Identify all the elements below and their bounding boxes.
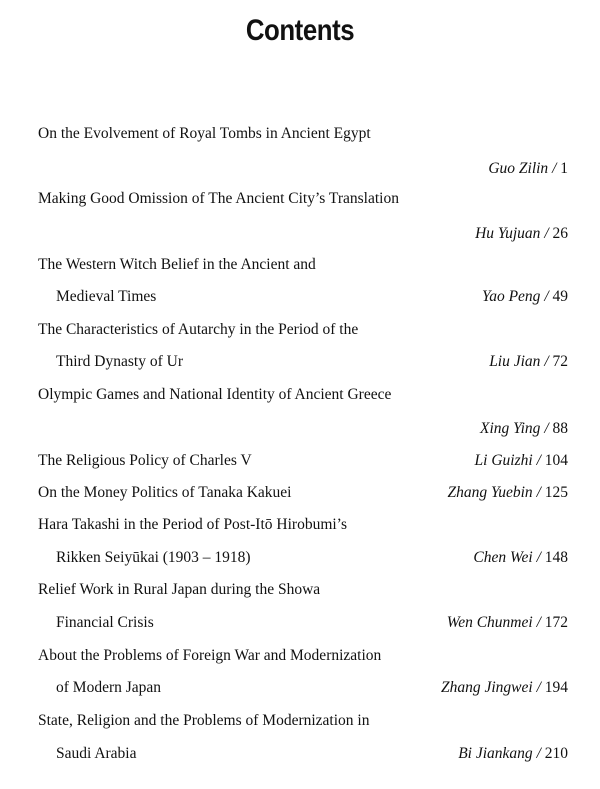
toc-entry-page-number: 49 — [552, 288, 568, 305]
toc-entry-credit: Guo Zilin / 1 — [488, 160, 568, 177]
toc-entry-title: About the Problems of Foreign War and Modernization — [38, 647, 382, 664]
toc-entry-author: Li Guizhi — [474, 452, 533, 469]
toc-entry-title-line — [38, 188, 568, 210]
toc-entry-title: State, Religion and the Problems of Modernization in — [38, 712, 370, 729]
toc-entry-title-line — [38, 677, 568, 699]
toc-entry-author: Hu Yujuan — [475, 225, 541, 242]
toc-entry-page-number: 88 — [552, 420, 568, 437]
toc-entry-title: The Characteristics of Autarchy in the Period of the — [38, 321, 359, 338]
toc-entry-page-number: 210 — [544, 745, 568, 762]
toc-entry-credit: Wen Chunmei / 172 — [446, 614, 568, 631]
toc-entry-title-line — [38, 645, 568, 667]
toc-entry-title-continued: Rikken Seiyūkai (1903 – 1918) — [56, 549, 251, 566]
toc-entry-credit: Yao Peng / 49 — [482, 288, 568, 305]
toc-entry-title-line — [38, 286, 568, 308]
page-title: Contents — [245, 14, 355, 47]
toc-entry-title-line — [38, 319, 568, 341]
toc-entry-title-line — [38, 579, 568, 601]
toc-entry-page-number: 172 — [544, 614, 568, 631]
toc-entry-author: Guo Zilin — [488, 160, 549, 177]
toc-entry-credit-line — [38, 223, 568, 245]
toc-entry-credit: Xing Ying / 88 — [480, 420, 568, 437]
toc-entry-title-line — [38, 254, 568, 276]
toc-entry-title-line — [38, 743, 568, 765]
toc-entry-page-number: 1 — [560, 160, 568, 177]
toc-entry-page-number: 194 — [544, 679, 568, 696]
toc-entry-author: Bi Jiankang — [458, 745, 533, 762]
toc-entry-title-line — [38, 351, 568, 373]
toc-entry-title-line — [38, 384, 568, 406]
toc-entry-author: Zhang Yuebin — [447, 484, 533, 501]
toc-entry-title-line — [38, 547, 568, 569]
toc-entry-title-continued: Saudi Arabia — [56, 745, 137, 762]
toc-entry-title: The Religious Policy of Charles V — [38, 452, 252, 469]
toc-entry-page-number: 148 — [544, 549, 568, 566]
toc-entry-title: The Western Witch Belief in the Ancient and — [38, 256, 316, 273]
toc-entry-title: On the Money Politics of Tanaka Kakuei — [38, 484, 292, 501]
toc-entry-title-continued: Financial Crisis — [56, 614, 154, 631]
toc-entry-author: Xing Ying — [480, 420, 541, 437]
toc-entry-author: Liu Jian — [489, 353, 541, 370]
toc-entry-title: On the Evolvement of Royal Tombs in Ancient Egypt — [38, 125, 371, 142]
toc-entry-credit: Hu Yujuan / 26 — [475, 225, 568, 242]
toc-entry-title-line — [38, 450, 568, 472]
toc-entry-credit: Li Guizhi / 104 — [474, 452, 568, 469]
toc-entry-page-number: 104 — [544, 452, 568, 469]
toc-entry-credit: Zhang Yuebin / 125 — [447, 484, 568, 501]
toc-entry-title: Relief Work in Rural Japan during the Showa — [38, 581, 321, 598]
toc-entry-author: Wen Chunmei — [446, 614, 533, 631]
toc-entry-author: Zhang Jingwei — [440, 679, 533, 696]
toc-entry-credit: Bi Jiankang / 210 — [458, 745, 568, 762]
toc-entry-title-continued: of Modern Japan — [56, 679, 162, 696]
toc-entry-title: Olympic Games and National Identity of Ancient Greece — [38, 386, 392, 403]
toc-entry-title-line — [38, 710, 568, 732]
toc-entry-credit: Chen Wei / 148 — [473, 549, 568, 566]
toc-entry-title-line — [38, 482, 568, 504]
toc-entry-page-number: 26 — [552, 225, 568, 242]
toc-entry-title: Making Good Omission of The Ancient City’s Translation — [38, 190, 399, 207]
toc-entry-title-continued: Third Dynasty of Ur — [56, 353, 183, 370]
toc-entry-credit-line — [38, 418, 568, 440]
toc-entry-title-line — [38, 612, 568, 634]
toc-entry-title-line — [38, 123, 568, 145]
toc-entry-title-continued: Medieval Times — [56, 288, 157, 305]
toc-entry-credit-line — [38, 158, 568, 180]
toc-entry-page-number: 125 — [544, 484, 568, 501]
toc-entry-author: Chen Wei — [473, 549, 533, 566]
toc-entry-author: Yao Peng — [482, 288, 541, 305]
toc-entry-title: Hara Takashi in the Period of Post-Itō Hirobumi’s — [38, 516, 348, 533]
toc-entry-credit: Zhang Jingwei / 194 — [440, 679, 568, 696]
toc-entry-title-line — [38, 514, 568, 536]
toc-entry-credit: Liu Jian / 72 — [489, 353, 568, 370]
toc-entry-page-number: 72 — [552, 353, 568, 370]
